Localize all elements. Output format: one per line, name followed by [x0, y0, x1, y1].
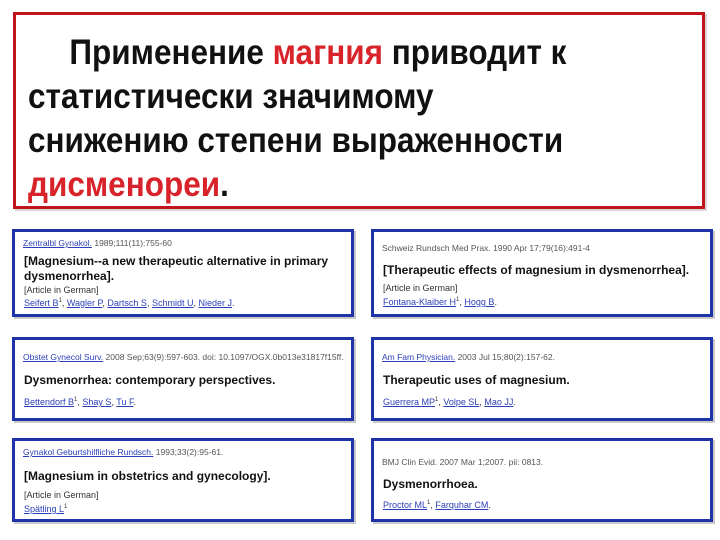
citation-source: Schweiz Rundsch Med Prax. 1990 Apr 17;79(16):491-4 [382, 243, 590, 253]
citation-note: [Article in German] [24, 285, 99, 295]
author-link[interactable]: Seifert B [24, 298, 59, 308]
citation-card-2 [371, 229, 713, 317]
citation-source: Am Fam Physician. 2003 Jul 15;80(2):157-62. [382, 352, 555, 362]
author-link[interactable]: Nieder J [198, 298, 232, 308]
author-link[interactable]: Shay S [82, 397, 112, 407]
citation-title: [Magnesium in obstetrics and gynecology]. [24, 469, 271, 483]
journal-link[interactable]: Gynakol Geburtshilfliche Rundsch. [23, 447, 154, 457]
citation-title: [Magnesium--a new therapeutic alternative in primary dysmenorrhea]. [24, 254, 329, 283]
citation-source: BMJ Clin Evid. 2007 Mar 1;2007. pii: 0813. [382, 457, 544, 467]
citation-card-5 [12, 438, 354, 522]
citation-title: Dysmenorrhea: contemporary perspectives. [24, 373, 276, 387]
citation-card-1 [12, 229, 354, 317]
citation-title: Therapeutic uses of magnesium. [383, 373, 570, 387]
slide-title [28, 31, 629, 207]
author-link[interactable]: Schmidt U [151, 298, 194, 308]
citation-authors: Proctor $ML^1$, Farquhar CM. [383, 500, 491, 510]
title-box [13, 12, 705, 209]
citation-authors: Seifert $B^1$, Wagler P, Dartsch S, Schmidt U, Nieder J. [24, 298, 235, 308]
citation-card-3 [12, 337, 354, 421]
title-line1-post: приводит к [382, 33, 567, 72]
citation-card-4 [371, 337, 713, 421]
citation-title: [Therapeutic effects of magnesium in dysmenorrhea]. [383, 263, 690, 277]
journal-link[interactable]: Obstet Gynecol Surv. [23, 352, 104, 362]
author-link[interactable]: Tu F [116, 397, 134, 407]
citation-authors: Bettendorf $B^1$, Shay S, Tu F. [24, 397, 136, 407]
author-link[interactable]: Dartsch S [107, 298, 147, 308]
journal-link[interactable]: Zentralbl Gynakol. [23, 238, 92, 248]
citation-authors: Spätling $L^1$ [24, 504, 68, 514]
author-link[interactable]: Farquhar CM [435, 500, 489, 510]
title-line4-highlight: дисменореи [28, 165, 221, 204]
author-link[interactable]: Volpe SL [443, 397, 480, 407]
citation-note: [Article in German] [24, 490, 99, 500]
journal-link[interactable]: Schweiz Rundsch Med Prax. [382, 243, 491, 253]
citation-source: Gynakol Geburtshilfliche Rundsch. 1993;33(2):95-61. [23, 447, 224, 457]
author-link[interactable]: Fontana-Klaiber H [383, 297, 457, 307]
author-link[interactable]: Wagler P [66, 298, 103, 308]
citation-title: Dysmenorrhoea. [383, 477, 478, 491]
citation-card-6 [371, 438, 713, 522]
citation-authors: Guerrera $MP^1$, Volpe SL, Mao JJ. [383, 397, 516, 407]
author-link[interactable]: Spätling L [24, 504, 65, 514]
title-line2: статистически значимому [28, 77, 434, 116]
author-link[interactable]: Hogg B [464, 297, 495, 307]
title-line1-highlight: магния [272, 33, 383, 72]
citation-source: Obstet Gynecol Surv. 2008 Sep;63(9):597-603. doi: 10.1097/OGX.0b013e31817f15ff. [23, 352, 344, 362]
journal-link[interactable]: BMJ Clin Evid. [382, 457, 438, 467]
author-link[interactable]: Mao JJ [484, 397, 514, 407]
author-link[interactable]: Guerrera MP [383, 397, 436, 407]
citation-authors: Fontana-Klaiber $H^1$, Hogg B. [383, 297, 497, 307]
journal-link[interactable]: Am Fam Physician. [382, 352, 456, 362]
title-line1-pre: Применение [69, 33, 273, 72]
citation-source: Zentralbl Gynakol. 1989;111(11):755-60 [23, 238, 172, 248]
title-line3: снижению степени выраженности [28, 121, 564, 160]
author-link[interactable]: Bettendorf B [24, 397, 75, 407]
citation-note: [Article in German] [383, 283, 458, 293]
author-link[interactable]: Proctor ML [383, 500, 428, 510]
title-line4-post: . [220, 165, 229, 204]
